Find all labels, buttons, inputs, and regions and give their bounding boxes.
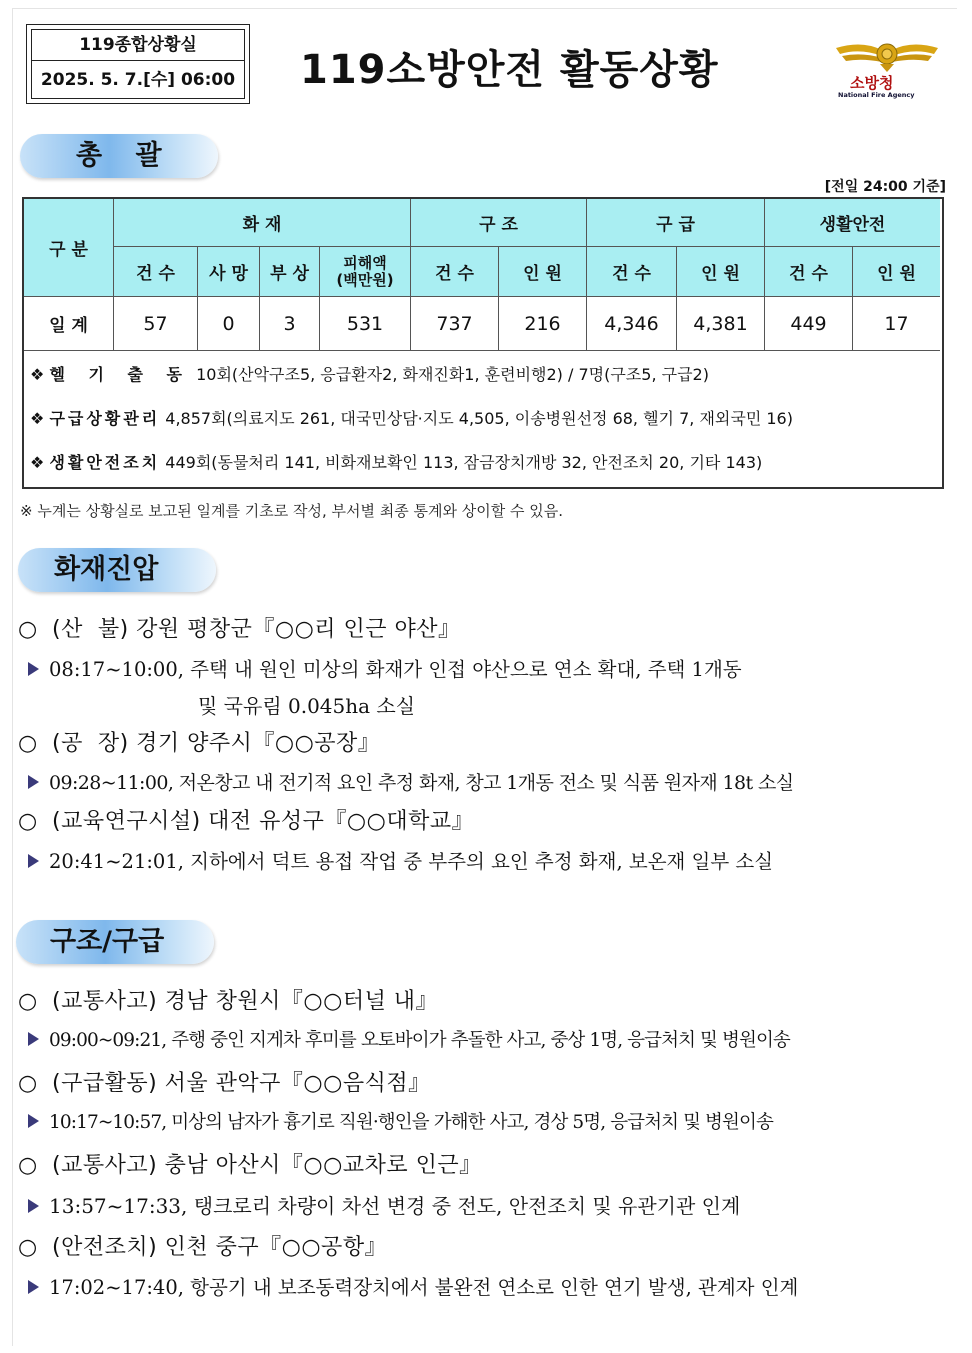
- total-row-label: 일 계: [24, 297, 114, 351]
- value-rescue-count: 737: [411, 297, 499, 351]
- triangle-bullet-icon: [28, 1199, 39, 1213]
- bullet-label: 헬 기 출 동: [49, 365, 191, 384]
- value-safety-count: 449: [765, 297, 853, 351]
- value-fire-death: 0: [198, 297, 260, 351]
- fire-agency-emblem-icon: [832, 34, 942, 74]
- rescue-item-detail: 13:57~17:33, 탱크로리 차량이 차선 변경 중 전도, 안전조치 및 유관기관 인계: [28, 1190, 740, 1219]
- fire-item-detail-cont: 및 국유림 0.045ha 소실: [198, 694, 416, 718]
- bullet-text: 10회(산악구조5, 응급환자2, 화재진화1, 훈련비행2) / 7명(구조5, 구급2): [196, 365, 709, 384]
- bullet-safety-action: [24, 441, 942, 485]
- circle-bullet-icon: ○: [18, 809, 38, 834]
- rescue-item-title: ○ (교통사고) 경남 창원시『○○터널 내』: [18, 989, 439, 1014]
- page-title: 119소방안전 활동상황: [300, 47, 719, 93]
- col-fire-death: 사 망: [198, 247, 260, 297]
- fire-item-detail: 20:41~21:01, 지하에서 덕트 용접 작업 중 부주의 요인 추정 화재, 보온재 일부 소실: [28, 846, 773, 874]
- circle-bullet-icon: ○: [18, 1235, 38, 1260]
- bullet-helicopter: [24, 353, 942, 397]
- rescue-item-title: ○ (구급활동) 서울 관악구『○○음식점』: [18, 1071, 431, 1096]
- rescue-item-title: ○ (교통사고) 충남 아산시『○○교차로 인근』: [18, 1153, 482, 1178]
- triangle-bullet-icon: [28, 1032, 39, 1046]
- section-fire-heading: 화재진압: [18, 548, 216, 592]
- org-name-en: National Fire Agency: [838, 91, 915, 99]
- circle-bullet-icon: ○: [18, 617, 38, 642]
- rescue-item-title: ○ (안전조치) 인천 중구『○○공항』: [18, 1235, 388, 1260]
- bullet-text: 449회(동물처리 141, 비화재보확인 113, 잠금장치개방 32, 안전조치 20, 기타 143): [165, 453, 763, 472]
- fire-item-detail: 08:17~10:00, 주택 내 원인 미상의 화재가 인접 야산으로 연소 확대, 주택 1개동: [28, 654, 742, 682]
- summary-table: [22, 197, 944, 489]
- triangle-bullet-icon: [28, 1114, 39, 1128]
- circle-bullet-icon: ○: [18, 1153, 38, 1178]
- value-safety-people: 17: [853, 297, 940, 351]
- value-ems-people: 4,381: [677, 297, 765, 351]
- triangle-bullet-icon: [28, 775, 39, 789]
- basis-time: [전일 24:00 기준]: [824, 179, 946, 195]
- fire-agency-logo: [832, 34, 942, 100]
- col-ems-people: 인 원: [677, 247, 765, 297]
- fire-item-detail: 09:28~11:00, 저온창고 내 전기적 요인 추정 화재, 창고 1개동 전소 및 식품 원자재 18t 소실: [28, 768, 793, 795]
- triangle-bullet-icon: [28, 1280, 39, 1294]
- rescue-item-detail: 17:02~17:40, 항공기 내 보조동력장치에서 불완전 연소로 인한 연기 발생, 관계자 인계: [28, 1272, 798, 1300]
- circle-bullet-icon: ○: [18, 989, 38, 1014]
- row-header-label: 구 분: [24, 199, 114, 297]
- rescue-item-detail: 09:00~09:21, 주행 중인 지게차 후미를 오토바이가 추돌한 사고, 중상 1명, 응급처치 및 병원이송: [28, 1026, 790, 1052]
- value-fire-injury: 3: [260, 297, 320, 351]
- section-summary-heading: 총 괄: [20, 134, 218, 178]
- summary-note: ※ 누계는 상황실로 보고된 일계를 기초로 작성, 부서별 최종 통계와 상이할 수 있음.: [20, 502, 564, 520]
- report-info-box: [26, 24, 250, 104]
- section-rescue-heading: 구조/구급: [16, 920, 214, 964]
- group-ems: 구 급: [587, 199, 765, 247]
- triangle-bullet-icon: [28, 662, 39, 676]
- col-safety-people: 인 원: [853, 247, 940, 297]
- bullet-text: 4,857회(의료지도 261, 대국민상담·지도 4,505, 이송병원선정 68, 헬기 7, 재외국민 16): [165, 409, 793, 428]
- triangle-bullet-icon: [28, 854, 39, 868]
- office-label: 119종합상황실: [32, 30, 244, 61]
- fire-item-title: ○ (공 장) 경기 양주시『○○공장』: [18, 731, 381, 756]
- group-safety: 생활안전: [765, 199, 940, 247]
- value-rescue-people: 216: [499, 297, 587, 351]
- group-fire: 화 재: [114, 199, 411, 247]
- col-safety-count: 건 수: [765, 247, 853, 297]
- col-fire-injury: 부 상: [260, 247, 320, 297]
- value-fire-damage: 531: [320, 297, 411, 351]
- col-ems-count: 건 수: [587, 247, 677, 297]
- col-rescue-count: 건 수: [411, 247, 499, 297]
- diamond-bullet-icon: ❖: [30, 365, 45, 384]
- col-rescue-people: 인 원: [499, 247, 587, 297]
- diamond-bullet-icon: ❖: [30, 453, 45, 472]
- bullet-label: 구급상황관리: [49, 409, 161, 428]
- org-name: 소방청: [850, 74, 894, 92]
- rescue-item-detail: 10:17~10:57, 미상의 남자가 흉기로 직원·행인을 가해한 사고, 경상 5명, 응급처치 및 병원이송: [28, 1108, 773, 1134]
- circle-bullet-icon: ○: [18, 1071, 38, 1096]
- group-rescue: 구 조: [411, 199, 587, 247]
- diamond-bullet-icon: ❖: [30, 409, 45, 428]
- fire-item-title: ○ (산 불) 강원 평창군『○○리 인근 야산』: [18, 617, 461, 642]
- value-ems-count: 4,346: [587, 297, 677, 351]
- fire-item-title: ○ (교육연구시설) 대전 유성구『○○대학교』: [18, 809, 475, 834]
- report-datetime: 2025. 5. 7.[수] 06:00: [40, 70, 236, 90]
- value-fire-count: 57: [114, 297, 198, 351]
- bullet-ems-management: [24, 397, 942, 441]
- col-fire-count: 건 수: [114, 247, 198, 297]
- col-fire-damage: 피해액 (백만원): [320, 247, 411, 297]
- circle-bullet-icon: ○: [18, 731, 38, 756]
- bullet-label: 생활안전조치: [49, 453, 161, 472]
